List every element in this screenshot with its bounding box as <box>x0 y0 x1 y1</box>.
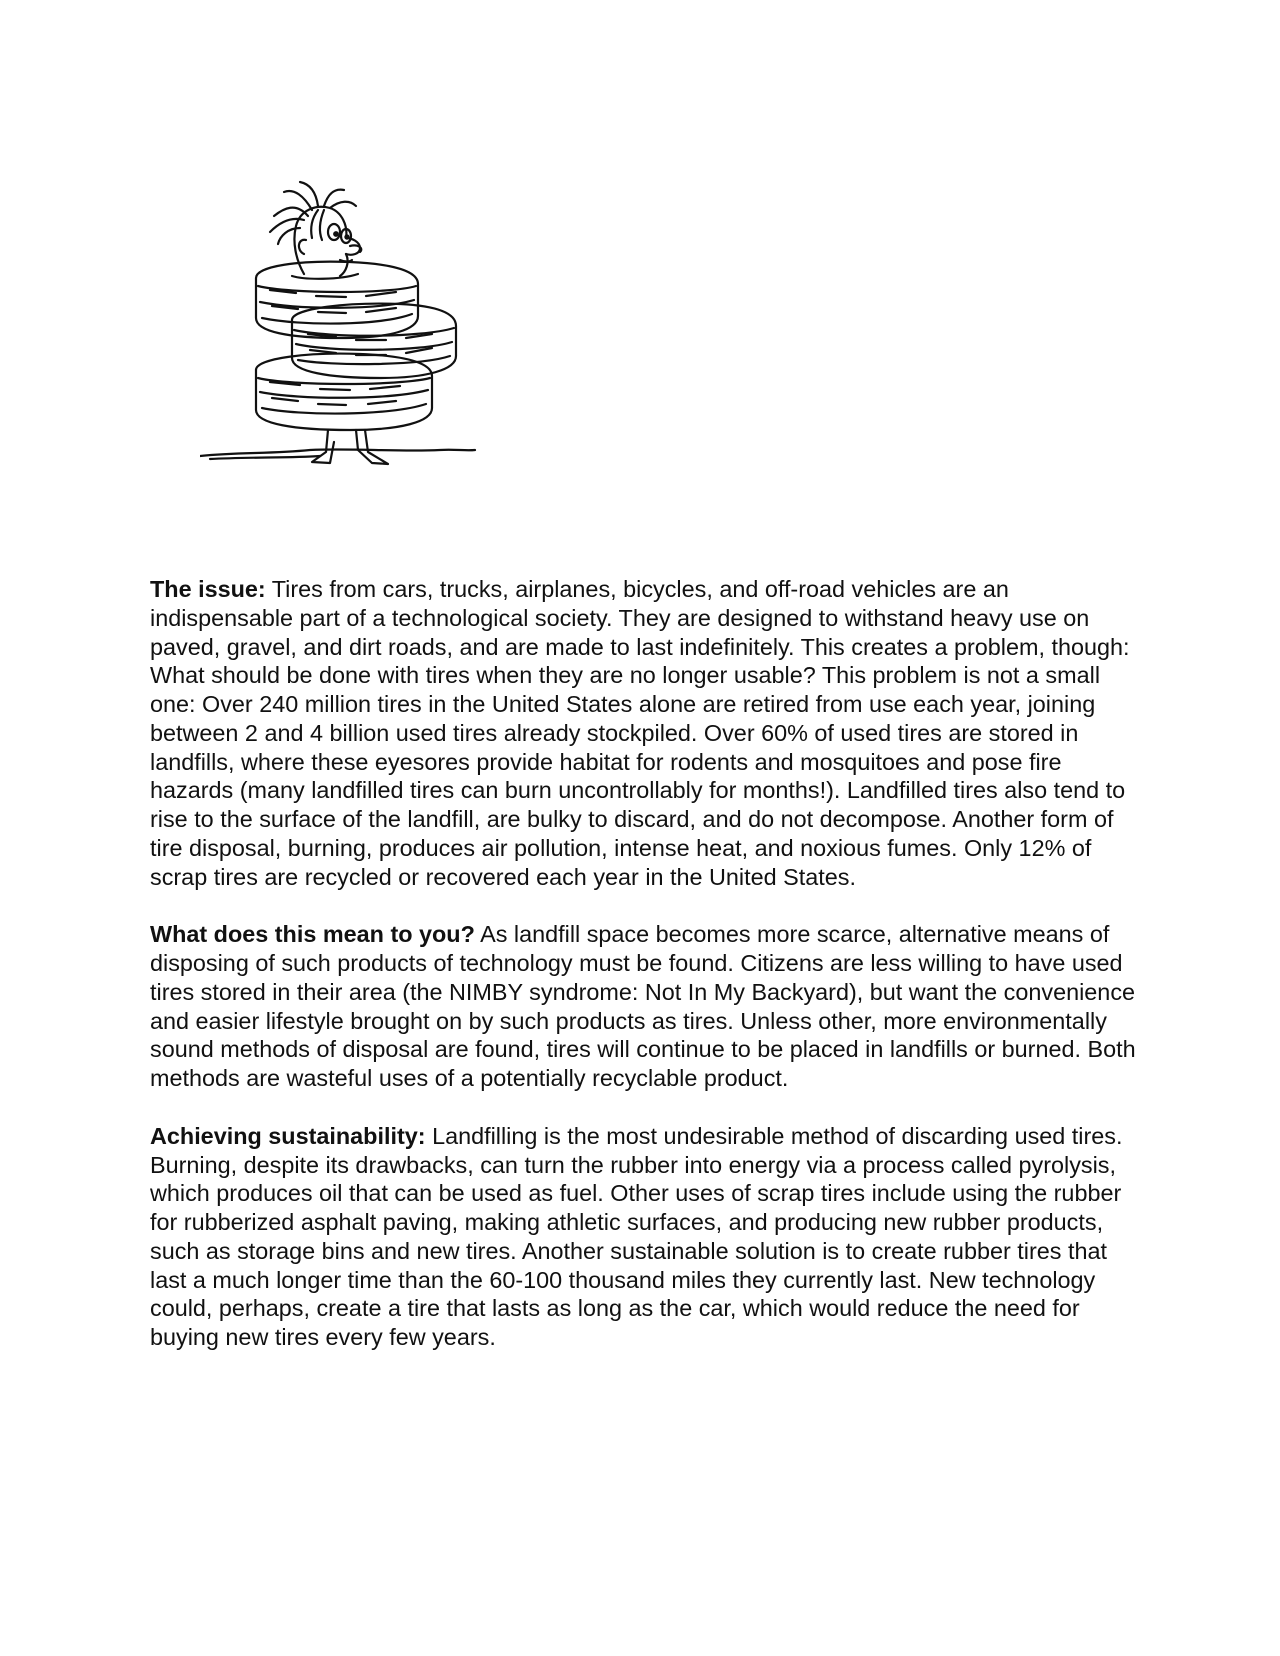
paragraph-body: Tires from cars, trucks, airplanes, bicycles, and off-road vehicles are an indispensable part of a technological society. They are designed to withstand heavy use on paved, gravel, and dirt roads, and are made to last indefinitely. This creates a problem, though: What should be done with tires when they are no longer usable? This problem is not a small one: Over 240 million tires in the United States alone are retired from use each year, joining between 2 and 4 billion used tires already stockpiled. Over 60% of used tires are stored in landfills, where these eyesores provide habitat for rodents and mosquitoes and pose fire hazards (many landfilled tires can burn uncontrollably for months!). Landfilled tires also tend to rise to the surface of the landfill, are bulky to discard, and do not decompose. Another form of tire disposal, burning, produces air pollution, intense heat, and noxious fumes. Only 12% of scrap tires are recycled or recovered each year in the United States. <box>150 576 1130 890</box>
paragraph-body: As landfill space becomes more scarce, alternative means of disposing of such products of technology must be found. Citizens are less willing to have used tires stored in their area (the NIMBY syndrome: Not In My Backyard), but want the convenience and easier lifestyle brought on by such products as tires. Unless other, more environmentally sound methods of disposal are found, tires will continue to be placed in landfills or burned. Both methods are wasteful uses of a potentially recyclable product. <box>150 921 1136 1091</box>
paragraph-heading: Achieving sustainability: <box>150 1122 426 1149</box>
article-body <box>150 575 1140 1381</box>
paragraph-heading: What does this mean to you? <box>150 921 475 948</box>
person-in-tires-illustration <box>200 180 500 490</box>
paragraph-body: Landfilling is the most undesirable method of discarding used tires. Burning, despite its drawbacks, can turn the rubber into energy via a process called pyrolysis, which produces oil that can be used as fuel. Other uses of scrap tires include using the rubber for rubberized asphalt paving, making athletic surfaces, and producing new rubber products, such as storage bins and new tires. Another sustainable solution is to create rubber tires that last a much longer time than the 60-100 thousand miles they currently last. New technology could, perhaps, create a tire that lasts as long as the car, which would reduce the need for buying new tires every few years. <box>150 1122 1123 1350</box>
paragraph-achieving-sustainability <box>150 1122 1140 1352</box>
paragraph-heading: The issue: <box>150 576 266 602</box>
person-in-tires-icon <box>200 180 500 490</box>
paragraph-the-issue <box>150 575 1140 891</box>
paragraph-what-does-this-mean <box>150 920 1140 1093</box>
